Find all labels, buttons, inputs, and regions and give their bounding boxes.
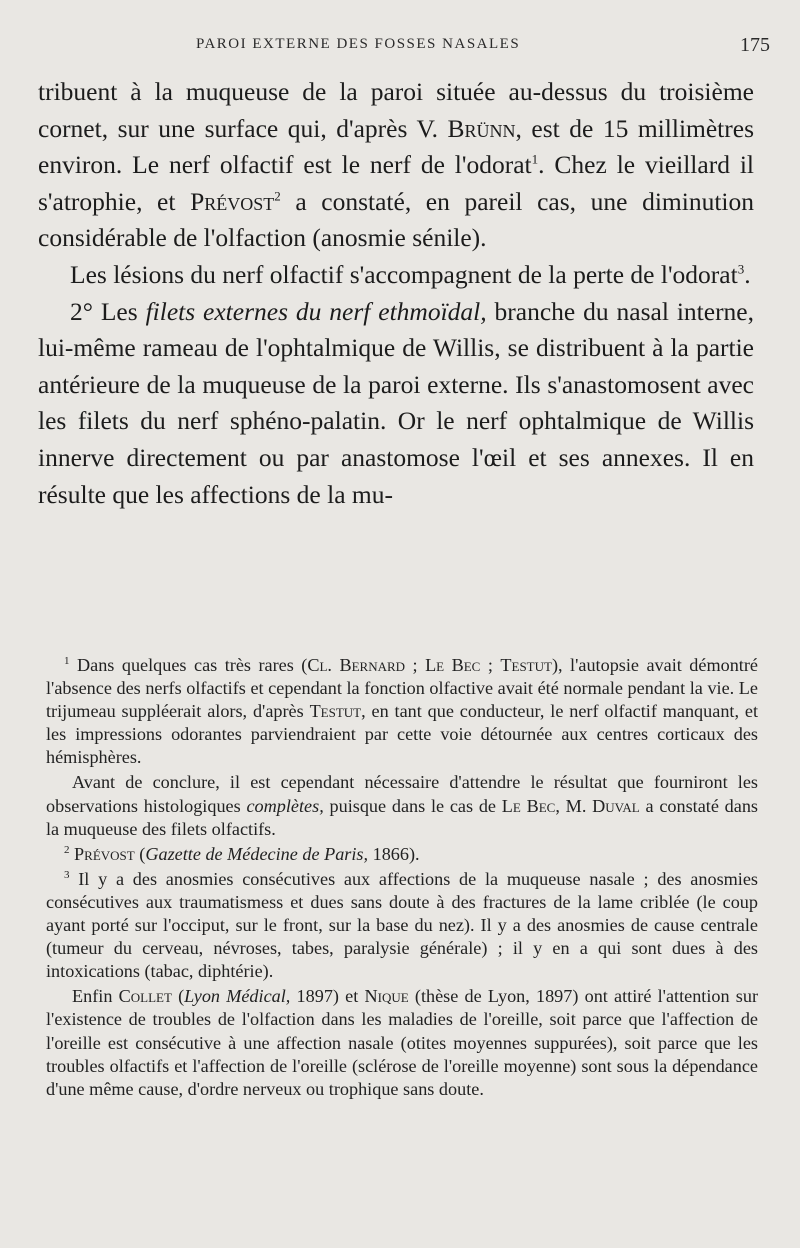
emphasis: Gazette de Médecine de Paris, <box>145 843 369 864</box>
text-run: 1866). <box>368 843 420 864</box>
author-name: Testut <box>500 655 552 675</box>
text-run: , M. <box>555 795 593 816</box>
footnote-2 <box>46 843 758 866</box>
author-name: Duval <box>592 795 640 816</box>
footnote-ref: 3 <box>737 261 745 277</box>
emphasis: complètes, <box>246 795 324 816</box>
footnote-number: 3 <box>64 868 70 881</box>
text-run: a constaté, en pareil cas, une diminution considérable de l'olfaction (anosmie sénile). <box>38 186 754 253</box>
author-name: Nique <box>364 986 409 1007</box>
author-name: Prévost <box>190 186 275 216</box>
text-run: Il y a des anosmies consécutives aux affections de la muqueuse nasale ; des anosmies consécutives aux traumatismess et dues sans doute à des fractures de la lame criblée (le coup ayant porté sur l'occiput, sur le front, sur la base du nez). Il y a des anosmies de cause centrale (tumeur du cerveau, névroses, tabes, paralysie générale) ; il y en a qui sont dues à des intoxications (tabac, diphtérie). <box>46 868 758 982</box>
author-name: Le Bec <box>501 795 556 816</box>
paragraph-2 <box>38 257 754 294</box>
text-run: , est de 15 millimètres environ. Le nerf olfactif est le nerf de l'odorat <box>38 113 754 180</box>
text-run: ( <box>171 986 185 1007</box>
text-run: puisque dans le cas de <box>323 795 502 816</box>
footnote-number: 2 <box>64 843 70 856</box>
text-run: Les lésions du nerf olfactif s'accompagnent de la perte de l'odorat <box>70 259 738 289</box>
text-run: . <box>744 259 751 289</box>
text-run: 1897) et <box>290 986 365 1007</box>
running-title: PAROI EXTERNE DES FOSSES NASALES <box>196 36 521 52</box>
footnote-3-continued <box>46 985 758 1100</box>
paragraph-1 <box>38 74 754 257</box>
text-run: branche du nasal interne, lui-même rameau de l'ophtalmique de Willis, se distribuent à la partie antérieure de la muqueuse de la paroi externe. Ils s'anastomosent avec les filets du nerf sphéno-palatin. Or le nerf ophtalmique de Willis innerve directement ou par anastomose l'œil et ses annexes. Il en résulte que les affections de la mu- <box>38 296 754 509</box>
footnote-ref: 1 <box>531 151 539 167</box>
author-name: Testut <box>309 701 362 722</box>
author-name: Le Bec <box>425 655 481 675</box>
text-run: tribuent à la muqueuse de la paroi située au-dessus du troisième cornet, sur une surface qui, d'après V. <box>38 77 754 143</box>
text-run: a constaté dans la muqueuse des filets olfactifs. <box>46 795 759 839</box>
text-run: ( <box>134 843 146 864</box>
footnote-1 <box>46 654 758 769</box>
footnote-ref: 2 <box>274 188 281 204</box>
text-run: (thèse de Lyon, 1897) ont attiré l'attention sur l'existence de troubles de l'olfaction dans les maladies de l'oreille, soit parce que l'affection de l'oreille est consécutive à une affection nasale (otites moyennes suppurées), soit parce que les troubles olfactifs et l'affection de l'oreille (sclérose de l'oreille moyenne) sont sous la dépendance d'une même cause, d'ordre nerveux ou trophique sans doute. <box>46 986 759 1099</box>
author-name: Cl. Bernard <box>307 655 406 675</box>
text-run: Avant de conclure, il est cependant nécessaire d'attendre le résultat que fourniront les observations histologiques <box>46 772 758 816</box>
author-name: Brünn <box>447 113 516 143</box>
footnote-3 <box>46 868 758 983</box>
author-name: Collet <box>118 986 172 1007</box>
text-run: , en tant que conducteur, le nerf olfactif manquant, et les impressions odorantes parviendraient par cette voie détournée aux centres corticaux des hémisphères. <box>46 701 758 768</box>
text-run: ), l'autopsie avait démontré l'absence des nerfs olfactifs et cependant la fonction olfactive avait été normale pendant la vie. Le trijumeau suppléerait alors, d'après <box>46 655 758 722</box>
text-run: ; <box>405 655 426 675</box>
text-run: . Chez le vieillard il s'atrophie, et <box>38 150 755 216</box>
text-run: ; <box>480 655 501 675</box>
emphasis: filets externes du nerf ethmoïdal, <box>145 296 487 326</box>
footnote-number: 1 <box>64 654 70 667</box>
main-text <box>38 74 754 513</box>
footnote-1-continued <box>46 771 758 840</box>
text-run: Enfin <box>72 986 119 1007</box>
footnotes <box>46 654 758 1103</box>
author-name: Prévost <box>74 843 135 864</box>
text-run: 2° Les <box>70 296 146 326</box>
paragraph-3 <box>38 294 754 514</box>
emphasis: Lyon Médical, <box>184 986 291 1007</box>
page-number: 175 <box>740 34 770 56</box>
page-header <box>0 34 800 60</box>
text-run: Dans quelques cas très rares ( <box>69 655 308 675</box>
